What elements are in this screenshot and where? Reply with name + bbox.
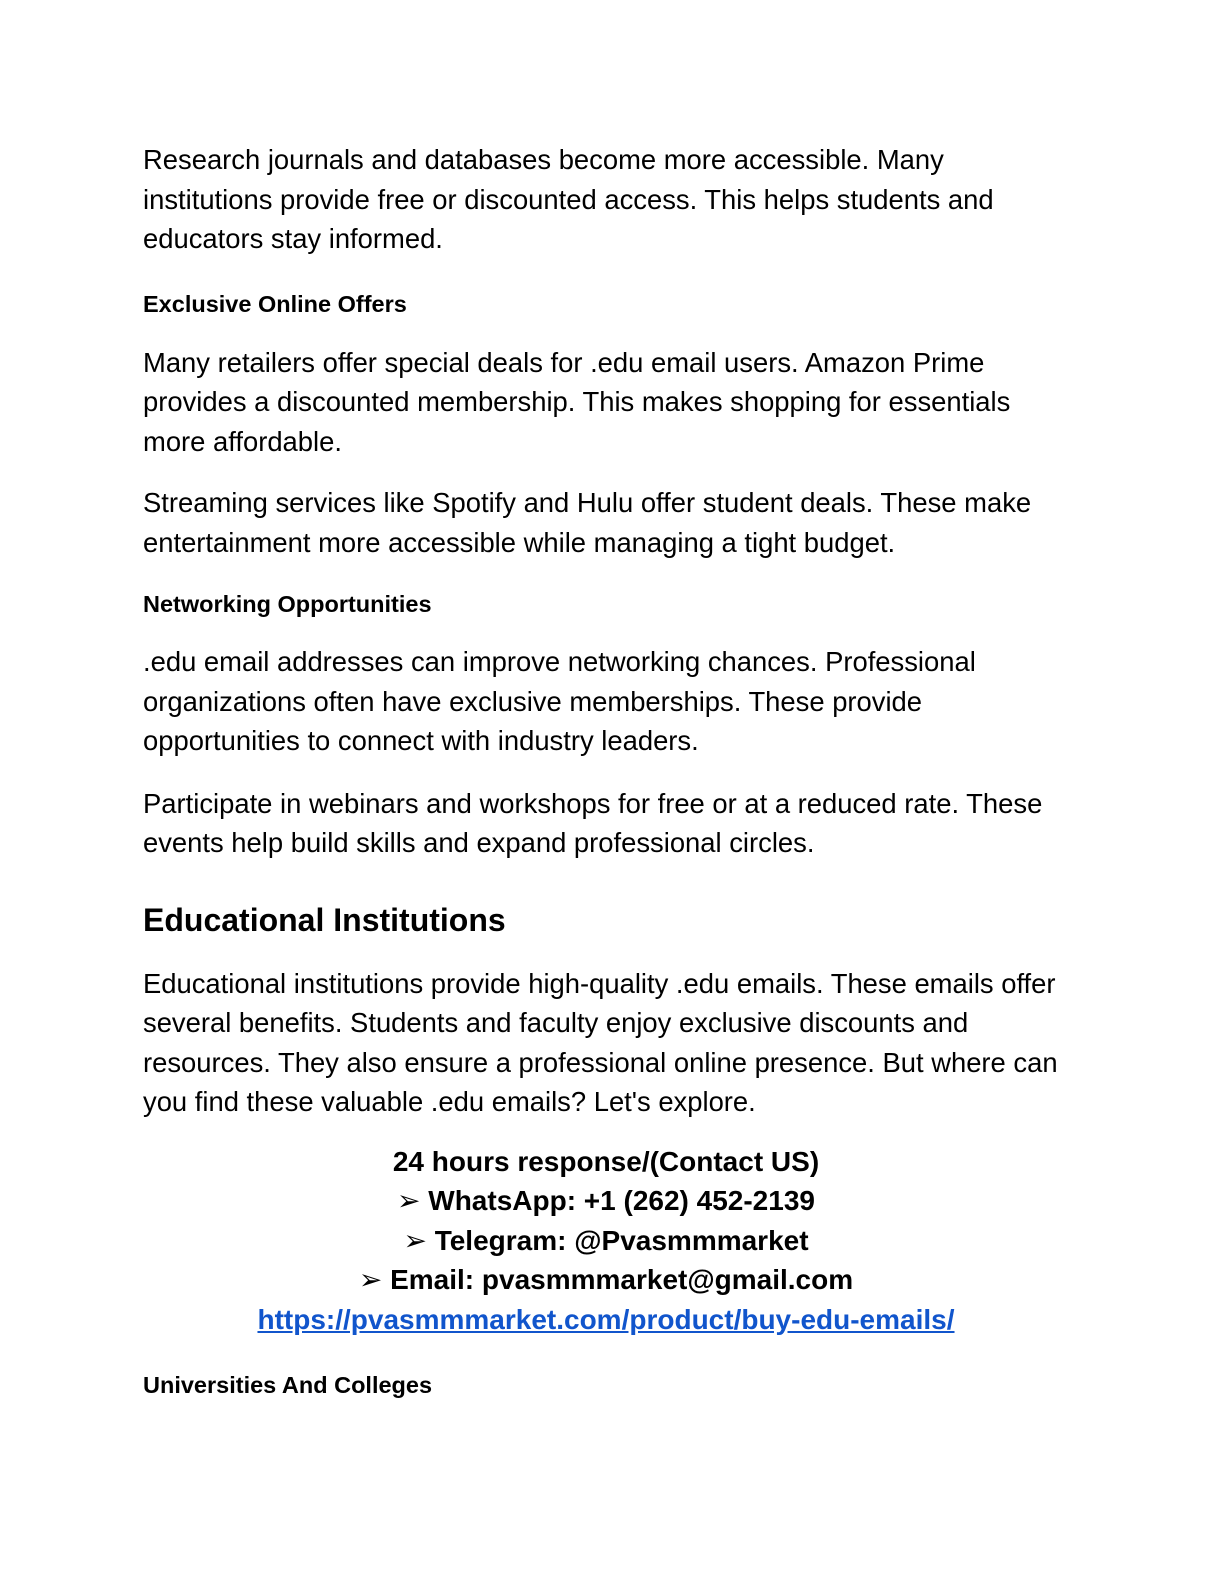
contact-telegram (143, 1221, 1069, 1261)
paragraph-research-journals: Research journals and databases become more accessible. Many institutions provide free or discounted access. This helps students and educators stay informed. (143, 144, 994, 254)
paragraph-streaming: Streaming services like Spotify and Hulu offer student deals. These make entertainment more accessible while managing a tight budget. (143, 487, 1032, 558)
contact-link-row (143, 1300, 1069, 1340)
heading-networking-opportunities: Networking Opportunities (143, 591, 432, 617)
arrow-bullet-icon: ➢ (403, 1224, 427, 1256)
product-link[interactable]: https://pvasmmmarket.com/product/buy-edu-emails/ (257, 1303, 955, 1335)
paragraph-webinars: Participate in webinars and workshops for free or at a reduced rate. These events help build skills and expand professional circles. (143, 787, 1043, 858)
heading-educational-institutions: Educational Institutions (143, 901, 506, 938)
arrow-bullet-icon: ➢ (397, 1185, 421, 1216)
telegram-text: Telegram: @Pvasmmmarket (434, 1224, 809, 1256)
contact-heading: 24 hours response/(Contact US) (392, 1145, 820, 1177)
paragraph-networking: .edu email addresses can improve networking chances. Professional organizations often have exclusive memberships. These provide opportunities to connect with industry leaders. (143, 646, 976, 756)
heading-exclusive-online-offers: Exclusive Online Offers (143, 290, 407, 317)
arrow-bullet-icon: ➢ (358, 1264, 383, 1295)
paragraph-educational-institutions: Educational institutions provide high-quality .edu emails. These emails offer several benefits. Students and faculty enjoy exclusive discounts and resources. They also ensure a professional online presence. But where can you find these valuable .edu emails? Let's explore. (143, 967, 1058, 1117)
contact-whatsapp (143, 1181, 1069, 1221)
contact-email (143, 1260, 1069, 1300)
email-text: Email: pvasmmmarket@gmail.com (390, 1264, 854, 1295)
document-page (143, 140, 1069, 1400)
contact-block (143, 1142, 1069, 1340)
whatsapp-text: WhatsApp: +1 (262) 452-2139 (428, 1185, 815, 1216)
heading-universities-and-colleges: Universities And Colleges (143, 1372, 433, 1398)
paragraph-retailers: Many retailers offer special deals for .edu email users. Amazon Prime provides a discounted membership. This makes shopping for essentials more affordable. (143, 346, 1011, 457)
